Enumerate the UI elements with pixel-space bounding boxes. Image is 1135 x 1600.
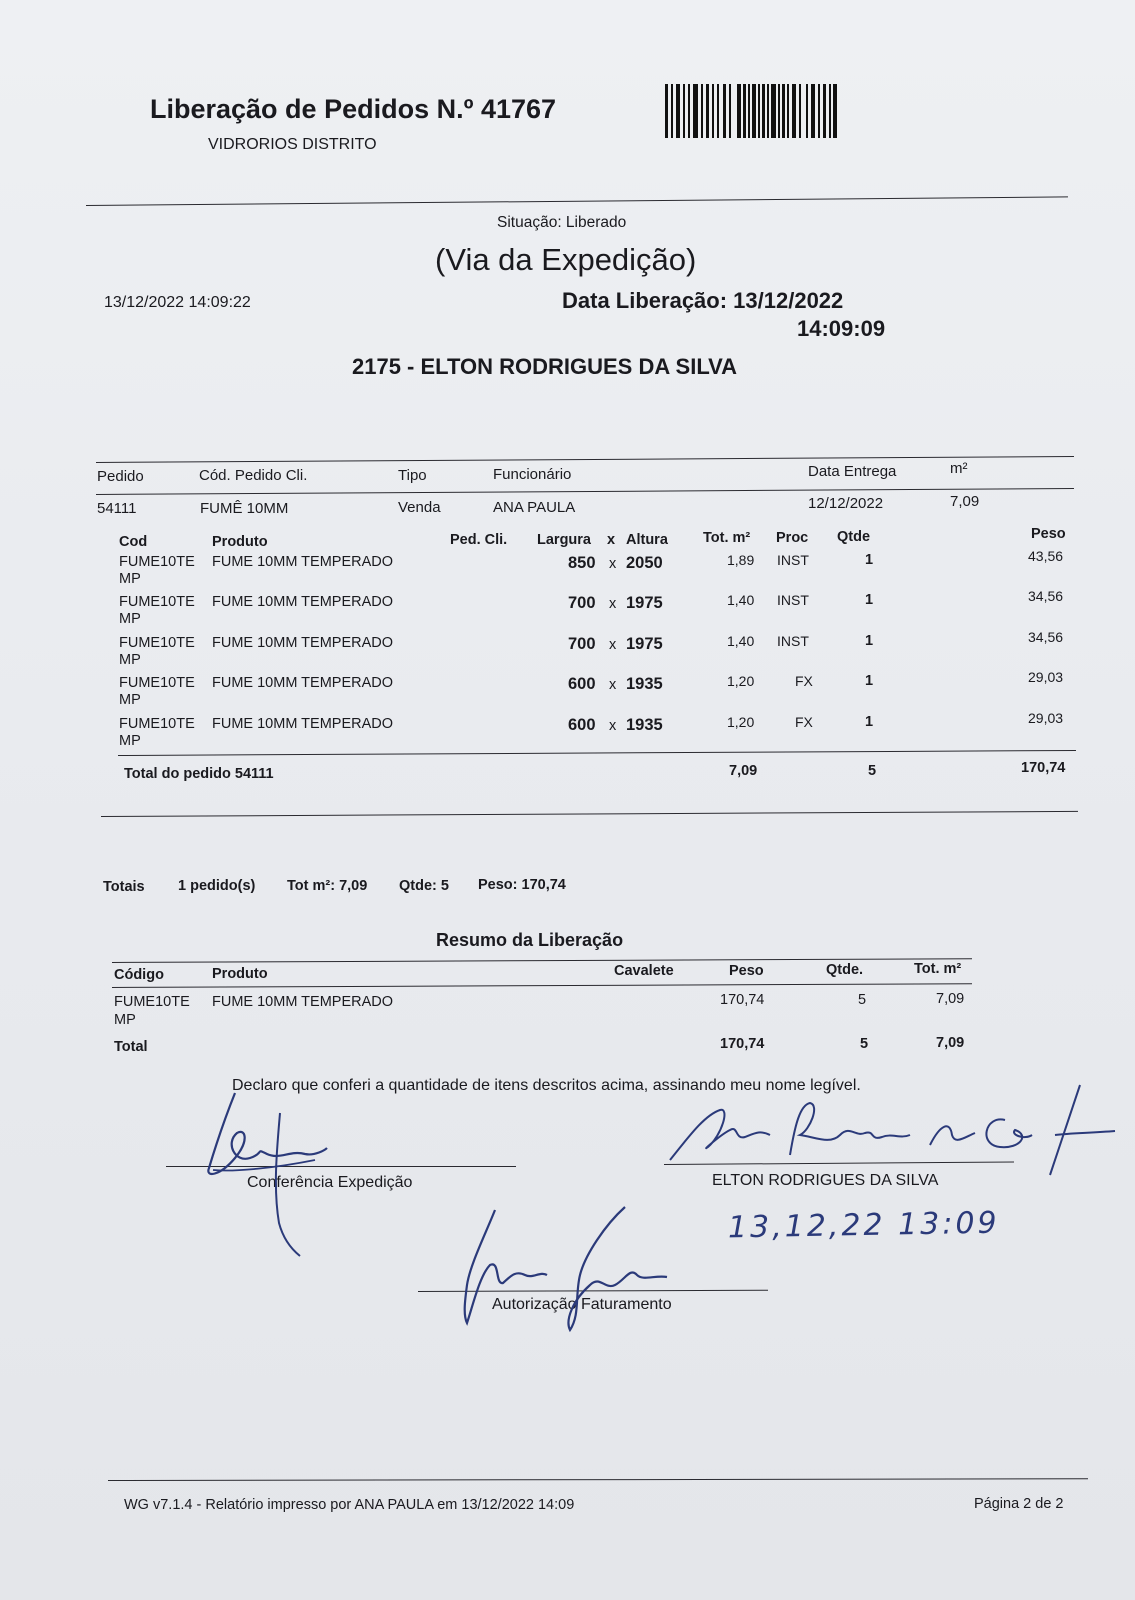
order-tipo: Venda [398, 499, 441, 516]
item-cod1: FUME10TE [119, 594, 195, 611]
summary-total-qtde: 5 [860, 1036, 869, 1052]
totals-label: Totais [103, 879, 145, 895]
document-title: Liberação de Pedidos N.º 41767 [150, 94, 557, 124]
totals-pedidos: 1 pedido(s) [178, 878, 256, 894]
summary-row-cod1: FUME10TE [114, 994, 190, 1010]
order-bottom-rule [101, 811, 1078, 817]
item-qtde: 1 [865, 592, 874, 609]
item-header-peso: Peso [1031, 526, 1066, 542]
col-header-m2: m² [950, 460, 968, 477]
barcode-icon [665, 84, 837, 138]
item-qtde: 1 [865, 552, 874, 568]
item-x: x [609, 717, 617, 734]
signature-label-conferencia: Conferência Expedição [247, 1174, 413, 1191]
client-name: 2175 - ELTON RODRIGUES DA SILVA [352, 354, 738, 379]
footer-printed-by: WG v7.1.4 - Relatório impresso por ANA PAULA em 13/12/2022 14:09 [124, 1497, 575, 1513]
signature-label-autorizacao: Autorização Faturamento [492, 1296, 672, 1313]
item-cod2: MP [119, 692, 141, 709]
item-altura: 1975 [626, 634, 663, 653]
order-total-m2: 7,09 [729, 763, 758, 779]
item-largura: 600 [568, 715, 596, 734]
footer-page-number: Página 2 de 2 [974, 1496, 1064, 1512]
item-altura: 1975 [626, 594, 663, 613]
item-tot-m2: 1,40 [727, 592, 755, 609]
item-peso: 29,03 [1028, 669, 1064, 686]
item-cod1: FUME10TE [119, 715, 195, 732]
item-altura: 1935 [626, 675, 663, 694]
copy-type: (Via da Expedição) [435, 242, 697, 277]
signature-autorizacao-handwritten [455, 1205, 685, 1335]
item-produto: FUME 10MM TEMPERADO [212, 675, 394, 692]
order-pedido: 54111 [97, 500, 137, 517]
item-header-largura: Largura [537, 532, 591, 548]
summary-total-tot-m2: 7,09 [936, 1035, 965, 1051]
item-produto: FUME 10MM TEMPERADO [212, 634, 394, 651]
release-date: Data Liberação: 13/12/2022 [562, 288, 844, 313]
item-peso: 43,56 [1028, 548, 1064, 564]
summary-total-peso: 170,74 [720, 1036, 765, 1052]
item-proc: INST [777, 592, 809, 609]
item-x: x [609, 556, 617, 572]
item-tot-m2: 1,40 [727, 632, 755, 649]
col-header-funcionario: Funcionário [493, 466, 572, 483]
footer-rule [108, 1478, 1088, 1481]
item-altura: 1935 [626, 715, 663, 734]
item-peso: 29,03 [1028, 709, 1064, 726]
totals-m2: Tot m²: 7,09 [287, 878, 368, 894]
summary-total-label: Total [114, 1039, 148, 1055]
item-peso: 34,56 [1028, 628, 1064, 645]
item-x: x [609, 636, 617, 653]
summary-header-tot-m2: Tot. m² [914, 961, 962, 977]
summary-row-qtde: 5 [858, 992, 867, 1008]
col-header-pedido: Pedido [97, 468, 144, 485]
totals-peso: Peso: 170,74 [478, 877, 566, 893]
item-tot-m2: 1,89 [727, 552, 755, 568]
item-proc: INST [777, 552, 809, 568]
print-datetime: 13/12/2022 14:09:22 [104, 294, 251, 311]
item-cod1: FUME10TE [119, 634, 195, 651]
order-total-qtde: 5 [868, 763, 877, 779]
item-cod1: FUME10TE [119, 675, 195, 692]
order-cod-pedido-cli: FUMÊ 10MM [200, 500, 289, 517]
item-produto: FUME 10MM TEMPERADO [212, 594, 394, 611]
item-cod2: MP [119, 611, 141, 628]
item-header-x: x [607, 532, 616, 548]
summary-header-peso: Peso [729, 963, 764, 979]
order-funcionario: ANA PAULA [493, 499, 576, 516]
summary-title: Resumo da Liberação [436, 930, 624, 950]
item-tot-m2: 1,20 [727, 673, 755, 690]
item-tot-m2: 1,20 [727, 713, 755, 730]
item-produto: FUME 10MM TEMPERADO [212, 554, 394, 570]
summary-header-produto: Produto [212, 966, 268, 982]
item-qtde: 1 [865, 713, 874, 730]
col-header-cod-pedido-cli: Cód. Pedido Cli. [199, 467, 308, 484]
item-x: x [609, 677, 617, 694]
release-time: 14:09:09 [797, 316, 886, 341]
item-largura: 850 [568, 554, 596, 572]
item-cod2: MP [119, 732, 141, 749]
totals-qtde: Qtde: 5 [399, 878, 449, 894]
summary-header-rule [112, 983, 972, 988]
signature-label-client: ELTON RODRIGUES DA SILVA [712, 1172, 939, 1189]
order-header-rule [96, 488, 1074, 495]
order-data-entrega: 12/12/2022 [808, 495, 884, 512]
item-header-tot-m2: Tot. m² [703, 530, 751, 546]
order-total-label: Total do pedido 54111 [124, 766, 274, 782]
item-cod1: FUME10TE [119, 554, 195, 570]
item-header-altura: Altura [626, 532, 668, 548]
order-top-rule [96, 456, 1074, 463]
item-proc: FX [795, 673, 813, 690]
item-header-qtde: Qtde [837, 529, 871, 545]
order-m2: 7,09 [950, 493, 980, 510]
item-header-cod: Cod [119, 534, 148, 550]
company-name: VIDRORIOS DISTRITO [208, 136, 377, 153]
item-qtde: 1 [865, 632, 874, 649]
item-largura: 700 [568, 634, 596, 653]
item-largura: 600 [568, 675, 596, 694]
col-header-data-entrega: Data Entrega [808, 463, 897, 480]
header-divider [86, 196, 1068, 206]
item-produto: FUME 10MM TEMPERADO [212, 715, 394, 732]
item-qtde: 1 [865, 673, 874, 690]
item-largura: 700 [568, 594, 596, 613]
summary-row-tot-m2: 7,09 [936, 991, 965, 1007]
summary-header-cavalete: Cavalete [614, 963, 674, 979]
summary-header-qtde: Qtde. [826, 962, 864, 978]
item-cod2: MP [119, 571, 141, 587]
order-total-peso: 170,74 [1021, 760, 1066, 776]
col-header-tipo: Tipo [398, 467, 427, 484]
summary-row-peso: 170,74 [720, 992, 765, 1008]
handwritten-date: 13,12,22 13:09 [727, 1205, 1000, 1246]
item-header-proc: Proc [776, 530, 809, 546]
signature-conferencia-handwritten [195, 1088, 345, 1258]
item-proc: INST [777, 632, 809, 649]
summary-row-cod2: MP [114, 1012, 136, 1028]
item-peso: 34,56 [1028, 588, 1064, 605]
item-proc: FX [795, 713, 813, 730]
items-total-rule [118, 750, 1076, 756]
summary-header-codigo: Código [114, 967, 164, 983]
item-cod2: MP [119, 651, 141, 668]
item-x: x [609, 596, 617, 613]
item-header-ped-cli: Ped. Cli. [450, 532, 508, 548]
item-header-produto: Produto [212, 534, 268, 550]
status-text: Situação: Liberado [497, 214, 627, 231]
signature-client-handwritten [660, 1075, 1120, 1185]
summary-row-produto: FUME 10MM TEMPERADO [212, 994, 394, 1010]
item-altura: 2050 [626, 554, 663, 572]
declaration-text: Declaro que conferi a quantidade de itens descritos acima, assinando meu nome legível. [232, 1077, 861, 1094]
